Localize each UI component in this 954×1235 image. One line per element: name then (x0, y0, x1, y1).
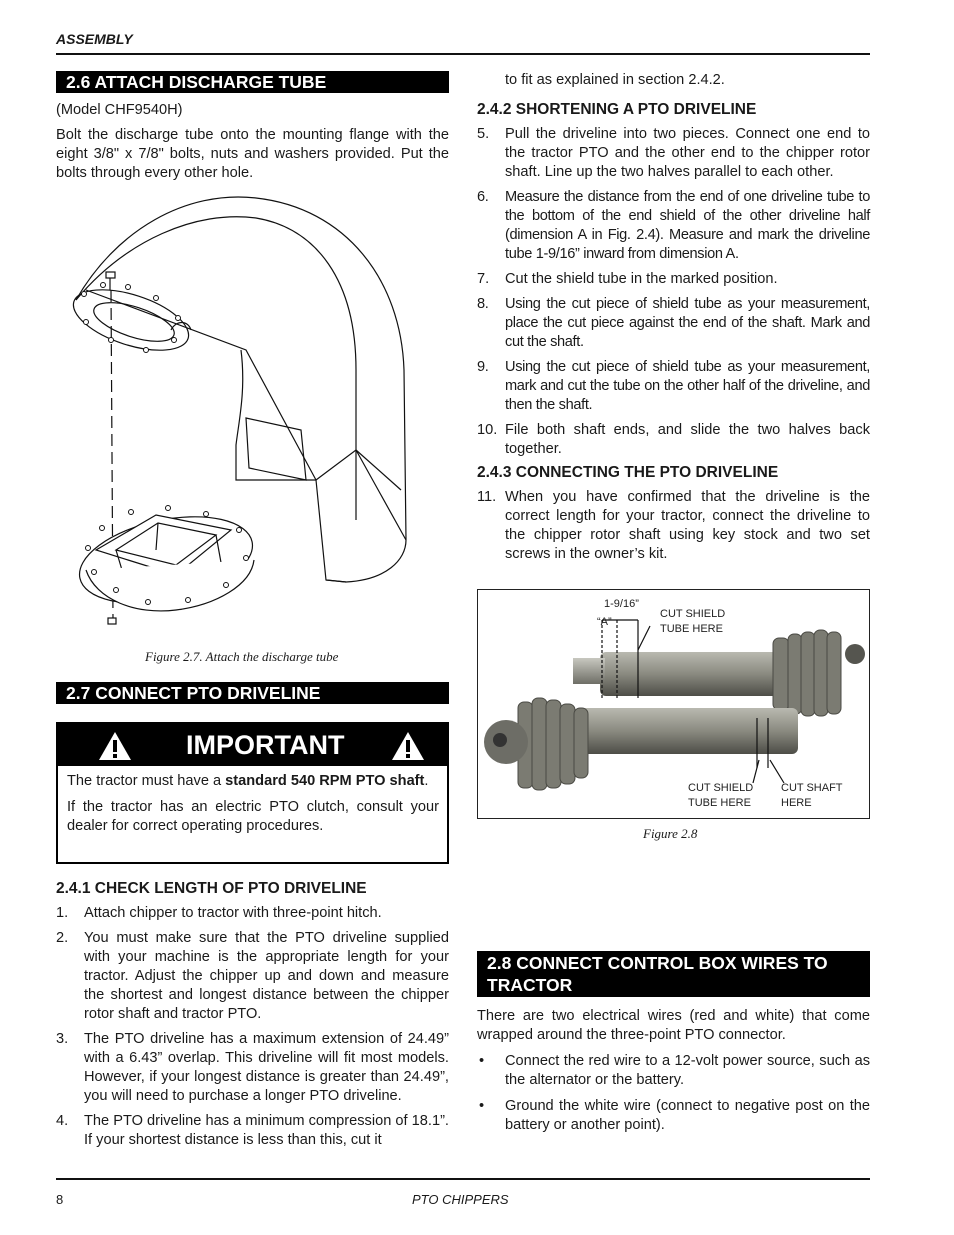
section-2-6-body: Bolt the discharge tube onto the mounting flange with the eight 3/8" x 7/8" bolts, nuts and washers provided. Put the bolts through every other hole. (56, 127, 449, 181)
cut-shield-top-line2: TUBE HERE (660, 623, 723, 635)
list-item: 4. The PTO driveline has a minimum compression of 18.1”. If your shortest distance is less than this, cut it (56, 1113, 449, 1148)
list-item: 7. Cut the shield tube in the marked position. (477, 271, 778, 287)
section-2-8-body: There are two electrical wires (red and white) that come wrapped around the three-point PTO connector. (477, 1008, 870, 1043)
list-item: 10. File both shaft ends, and slide the two halves back together. (477, 422, 870, 457)
list-item: 6. Measure the distance from the end of one driveline tube to the bottom of the end shield of the other driveline half (dimension A in Fig. 2.4). Measure and mark the driveline tube 1-9/16” inward from dimension A. (477, 189, 870, 262)
list-item: 11. When you have confirmed that the driveline is the correct length for your tractor, connect the driveline to the chipper rotor shaft using key stock and two set screws in the owner’s kit. (477, 489, 870, 562)
footer-title: PTO CHIPPERS (412, 1192, 509, 1207)
connecting-steps (477, 488, 870, 564)
list-item: 1. Attach chipper to tractor with three-point hitch. (56, 905, 382, 921)
important-line-1: The tractor must have a standard 540 RPM PTO shaft. (67, 773, 429, 789)
section-2-4-1-title: 2.4.1 CHECK LENGTH OF PTO DRIVELINE (56, 880, 367, 897)
figure-2-8-caption: Figure 2.8 (643, 826, 698, 841)
section-2-8-title: 2.8 CONNECT CONTROL BOX WIRES TO TRACTOR (477, 951, 870, 997)
important-notice-box (56, 722, 449, 864)
list-item: 9. Using the cut piece of shield tube as your measurement, mark and cut the tube on the other half of the driveline, and then the shaft. (477, 359, 870, 413)
important-title: IMPORTANT (186, 730, 345, 760)
list-item: • Ground the white wire (connect to negative post on the battery or another point). (479, 1098, 870, 1133)
cut-shield-bottom-line1: CUT SHIELD (688, 782, 754, 794)
dim-label-top: 1-9/16” (604, 598, 639, 610)
list-item: 2. You must make sure that the PTO driveline supplied with your machine is the appropriate length for your tractor. Adjust the chipper up and down and measure the shortest and longest distance between the chipper rotor shaft and tractor PTO. (56, 930, 449, 1022)
shortening-steps (477, 125, 870, 459)
footer-rule (56, 1178, 870, 1180)
important-header (58, 724, 447, 766)
list-item: 3. The PTO driveline has a maximum extension of 24.49” with a 6.43” overlap. This driveline will fit most models. However, if your longest distance is greater than 24.49”, you will need to purchase a longer PTO driveline. (56, 1031, 449, 1104)
section-2-6-title: 2.6 ATTACH DISCHARGE TUBE (56, 71, 449, 93)
cut-shaft-line2: HERE (781, 797, 812, 809)
list-item: • Connect the red wire to a 12-volt power source, such as the alternator or the battery. (479, 1053, 870, 1088)
warning-triangle-icon (391, 731, 425, 761)
dim-label-a: “A” (597, 616, 612, 628)
section-header-label: ASSEMBLY (56, 31, 133, 47)
section-2-4-3-title: 2.4.3 CONNECTING THE PTO DRIVELINE (477, 464, 779, 481)
driveline-illustration (478, 590, 869, 818)
list-item: 5. Pull the driveline into two pieces. Connect one end to the tractor PTO and the other end to the chipper rotor shaft. Line up the two halves parallel to each other. (477, 126, 870, 180)
warning-triangle-icon (98, 731, 132, 761)
list-item: 8. Using the cut piece of shield tube as your measurement, place the cut piece against the end of the shaft. Mark and cut the shaft. (477, 296, 870, 350)
cut-shield-top-line1: CUT SHIELD (660, 608, 726, 620)
cut-shaft-line1: CUT SHAFT (781, 782, 843, 794)
header-rule (56, 53, 870, 55)
cut-shield-bottom-line2: TUBE HERE (688, 797, 751, 809)
figure-2-7-caption: Figure 2.7. Attach the discharge tube (145, 649, 339, 664)
section-2-7-title: 2.7 CONNECT PTO DRIVELINE (56, 682, 449, 704)
important-line-2: If the tractor has an electric PTO clutch, consult your dealer for correct operating procedures. (67, 799, 439, 834)
page-number: 8 (56, 1192, 64, 1207)
check-length-steps (56, 904, 449, 1150)
step-4-continuation: to fit as explained in section 2.4.2. (505, 72, 725, 88)
wiring-bullets (477, 1052, 870, 1135)
section-2-4-2-title: 2.4.2 SHORTENING A PTO DRIVELINE (477, 101, 757, 118)
model-note: (Model CHF9540H) (56, 102, 183, 118)
driveline-photo (477, 589, 870, 819)
discharge-tube-illustration (56, 190, 449, 640)
